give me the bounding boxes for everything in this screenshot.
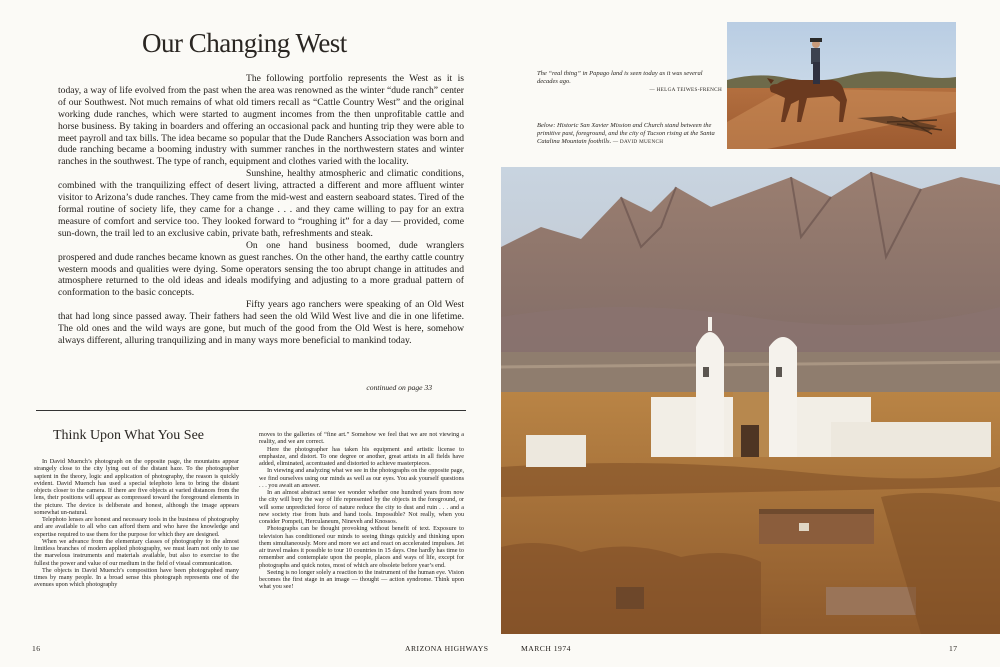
caption-text: The “real thing” in Papago land is seen today as it was several decades ago. xyxy=(537,70,703,86)
photo-credit: — HELGA TEIWES-FRENCH xyxy=(649,87,722,94)
body-paragraph: moves to the galleries of “fine art.” Somehow we feel that we are not viewing a reality, and we are correct. xyxy=(259,431,464,446)
page-number-right: 17 xyxy=(949,644,958,653)
intro-paragraph: The following portfolio represents the West as it is today, a way of life evolved from the past when the area was renowned as the winter “dude ranch” center of our Southwest. Not much remains of what old timers recall as “Cattle Country West” and the original working dude ranches, which were started to augment incomes from the then unprofitable cattle and horse business. By taking in boarders and offering an occasional pack and hunting trip they were able to meet payroll and tax bills. The idea became so popular that the Dude Ranchers Association was born and dude ranching became a booming industry with summer ranches in the northwestern states and winter ranches in the southwest. The type of ranch, equipment and clothes varied with the locality. xyxy=(58,73,464,168)
body-column-1 xyxy=(34,458,239,589)
page-number-left: 16 xyxy=(32,644,41,653)
caption-text: Below: Historic San Xavier Mission and Church stand between the primitive past, foreground, and the city of Tucson rising at the Santa Catalina Mountain foothills. xyxy=(537,122,715,146)
caption-mission xyxy=(537,122,722,146)
body-paragraph: In viewing and analyzing what we see in the photographs on the opposite page, we find ourselves using our minds as well as our eyes. You ask yourself questions . . . you await an answer. xyxy=(259,467,464,489)
body-paragraph: Here the photographer has taken his equipment and artistic license to emphasize, and distort. To one degree or another, great artists in all fields have added, eliminated, accentuated and distorted to achieve masterpieces. xyxy=(259,445,464,467)
body-column-2 xyxy=(259,431,464,591)
intro-article xyxy=(58,73,464,347)
body-paragraph: The objects in David Muench’s composition have been photographed many times by many people. In a broad sense this photograph represents one of the avenues upon which photography xyxy=(34,566,239,589)
horse-rider-photo xyxy=(727,22,956,149)
caption-horse-rider xyxy=(537,70,722,94)
continued-note: continued on page 33 xyxy=(366,383,432,392)
issue-date: MARCH 1974 xyxy=(521,644,571,653)
photo-credit: — DAVID MUENCH xyxy=(612,139,664,146)
body-paragraph: Photographs can be thought provoking without benefit of text. Exposure to television has conditioned our minds to seeing things quickly and thinking upon them simultaneously. More and more we act and react on accelerated impulses. Jet air travel makes it possible to tour 10 countries in 15 days. One hardly has time to remember and contemplate upon the people, places and ways of life, except for photographs and quick notes, most of which are obsolete before year’s end. xyxy=(259,525,464,569)
section-divider xyxy=(36,410,466,411)
body-paragraph: When we advance from the elementary classes of photography to the almost limitless branches of modern applied photography, we must learn not only to use the marvelous instruments and materials available, but also to exercise to the fullest the power and value of our medium in the field of visual communication. xyxy=(34,537,239,567)
intro-paragraph: On one hand business boomed, dude wranglers prospered and dude ranches became known as guest ranches. On the other hand, the earthy cattle country western moods and qualities were dying. Some operators sensing the too abrupt change in attitudes and atmosphere returned to the old ideas and ideals modifying and adjusting to a more gradual pattern of conformation to the basic concepts. xyxy=(58,239,464,299)
san-xavier-mission-photo xyxy=(501,167,1000,634)
body-paragraph: In David Muench’s photograph on the opposite page, the mountains appear strangely close to the city lying out of the distant haze. To the photographer sapient in the theory, logic and application of photography, the reason is quickly evident. David Muench has used a special telephoto lens to bring the distant objects closer to the camera. If there are five objects at varied distances from the lens, their positions will appear as compressed toward the foreground elements in the picture. The device is deliberate and honest, although the image appears somewhat un-natural. xyxy=(34,458,239,516)
intro-paragraph: Fifty years ago ranchers were speaking of an Old West that had long since passed away. Their fathers had seen the old Wild West live and die in one lifetime. The old ones and the wild ways are gone, but much of the good from the Old West is here, somehow always different, alluring tranquilizing and in many ways more beneficial to mankind today. xyxy=(58,299,464,346)
body-paragraph: In an almost abstract sense we wonder whether one hundred years from now the city will bury the way of life represented by the objects in the foreground, or will some unpredicted force of nature reduce the city to dust and ruin . . . and a new society rise from huts and hand tools. Impossible? Not really, when you consider Pompeii, Herculaneum, Nineveh and Knossos. xyxy=(259,489,464,525)
body-paragraph: Telephoto lenses are honest and necessary tools in the business of photography and are available to all who can afford them and who have the knowledge and expertise required to use them for the purpose for which they are designed. xyxy=(34,516,239,538)
section-subhead: Think Upon What You See xyxy=(53,428,205,443)
body-paragraph: Seeing is no longer solely a reaction to the instrument of the human eye. Vision becomes the first stage in an image — thought — action syndrome. Think upon what you see! xyxy=(259,568,464,591)
page-title: Our Changing West xyxy=(142,28,347,58)
magazine-name: ARIZONA HIGHWAYS xyxy=(405,644,489,653)
intro-paragraph: Sunshine, healthy atmospheric and climatic conditions, combined with the tranquilizing effect of desert living, attracted a different and more affluent winter visitor to Arizona’s dude ranches. They came from the mid-west and eastern seaboard states. Tired of the formal routine of society life, they came for a change . . . and they came willing to pay for an extra measure of comfort and service too. They looked forward to “roughing it” for a day — provided, come sun-down, the trail led to an exclusive cabin, private bath, refreshments and steak. xyxy=(58,168,464,239)
